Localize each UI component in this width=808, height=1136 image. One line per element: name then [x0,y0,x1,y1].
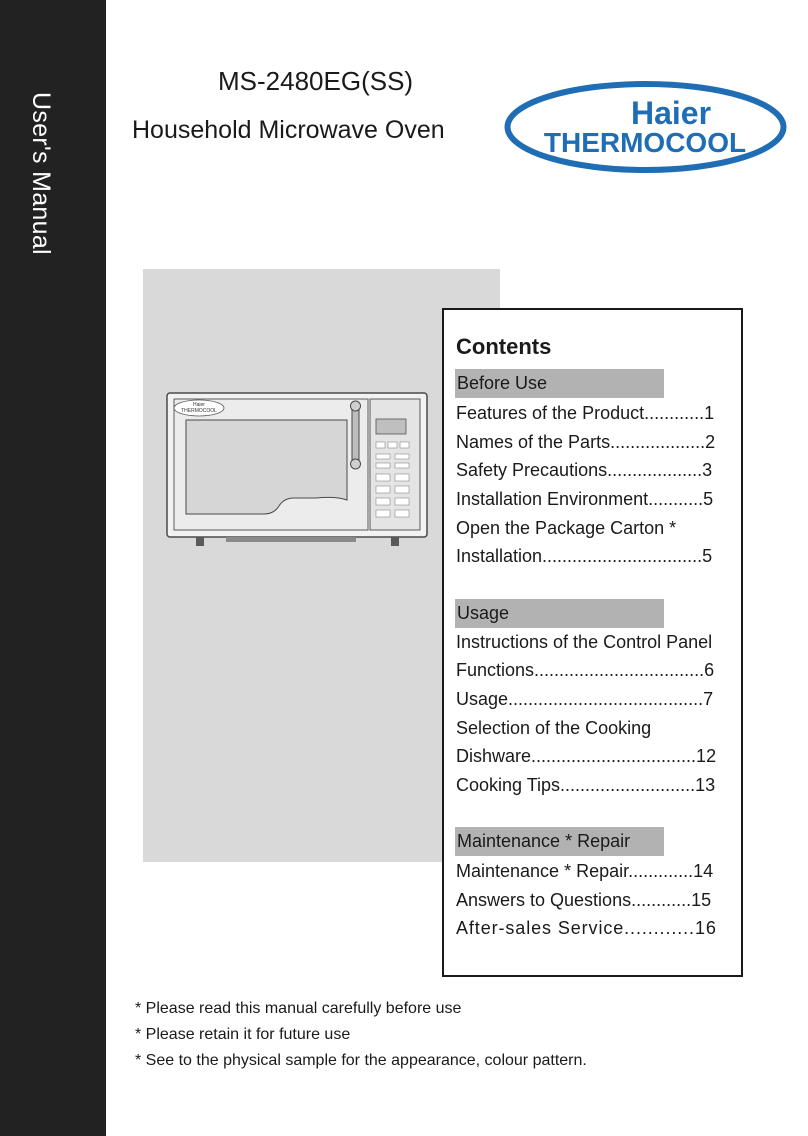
notes-list [135,996,587,1074]
toc-entry: Maintenance * Repair.............14 [456,861,714,881]
note-appearance: * See to the physical sample for the appearance, colour pattern. [135,1052,587,1069]
contents-title: Contents [456,334,552,359]
note-read-manual: * Please read this manual carefully before use [135,1000,462,1017]
microwave-oven-illustration [166,392,428,552]
oven-logo-line1: Haier [193,402,205,408]
model-number: MS-2480EG(SS) [218,66,414,96]
toc-entry: Installation................................5 [456,546,713,566]
product-subtitle: Household Microwave Oven [132,116,445,144]
manual-title: User's Manual [27,92,55,255]
toc-entry: Features of the Product............1 [456,403,715,423]
haier-thermocool-logo [503,80,788,174]
toc-entry: Functions..................................6 [456,660,715,680]
toc-entry: Instructions of the Control Panel [456,632,713,652]
toc-entry: Installation Environment...........5 [456,489,714,509]
toc-entry: Answers to Questions............15 [456,890,712,910]
logo-haier-text: Haier [630,95,712,131]
toc-entry: Safety Precautions...................3 [456,460,713,480]
section-before-use: Before Use [455,369,664,398]
section-maintenance-repair: Maintenance * Repair [455,827,664,856]
toc-entry: Usage.......................................7 [456,689,714,709]
toc-entry: Open the Package Carton * [456,518,677,538]
toc-entry: After-sales Service............16 [456,918,717,938]
logo-thermocool-text: THERMOCOOL [543,127,747,158]
toc-entry: Selection of the Cooking [456,718,652,738]
toc-entry: Dishware.................................12 [456,746,717,766]
toc-entry: Cooking Tips...........................13 [456,775,716,795]
section-usage: Usage [455,599,664,628]
toc-entry: Names of the Parts...................2 [456,432,716,452]
table-of-contents [442,308,743,977]
oven-logo-line2: THERMOCOOL [181,408,217,414]
note-retain: * Please retain it for future use [135,1026,351,1043]
